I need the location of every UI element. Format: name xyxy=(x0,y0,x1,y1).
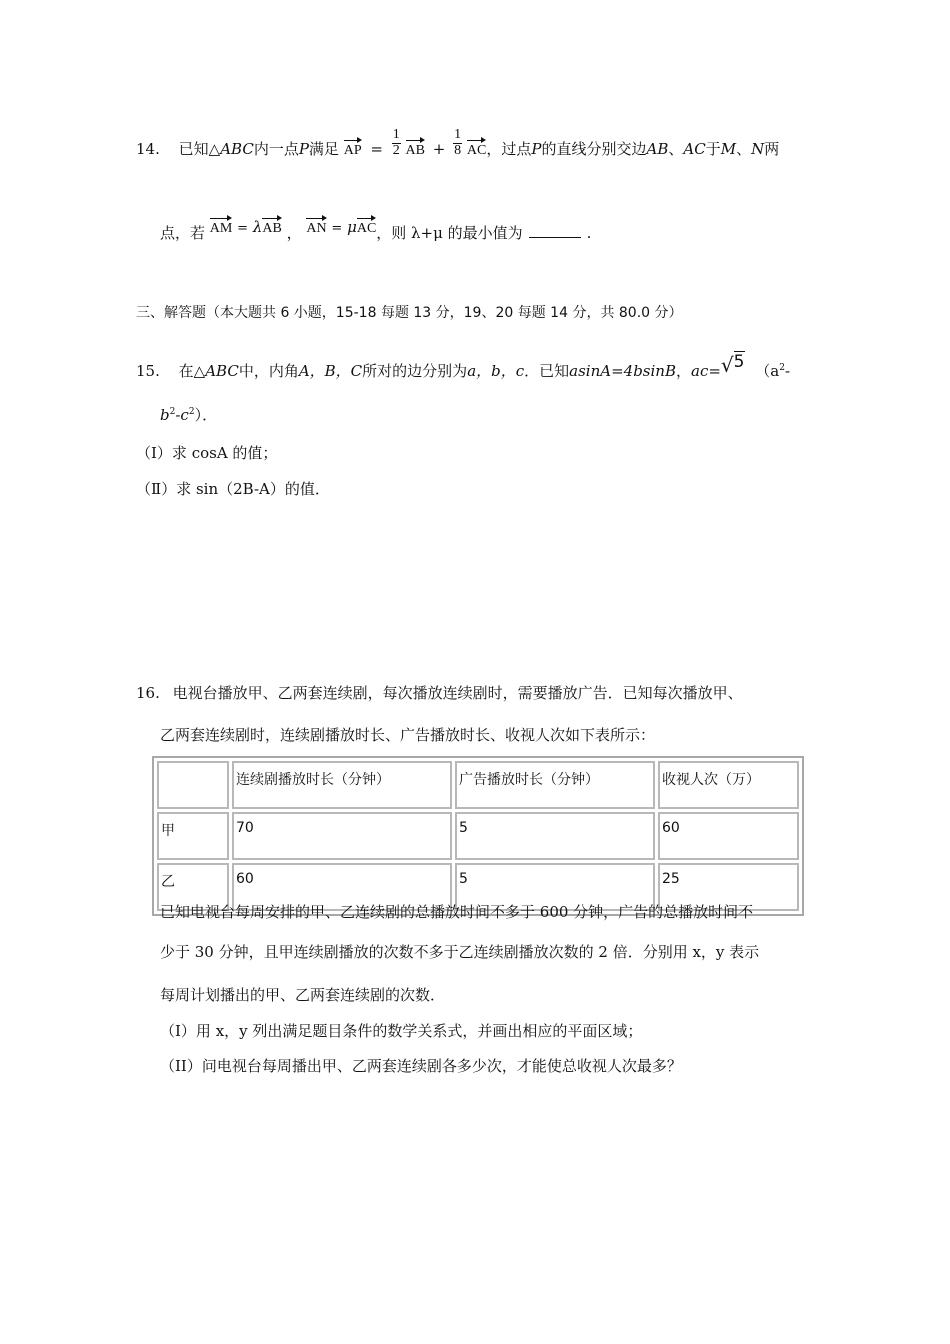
q15-line2 xyxy=(160,408,217,423)
q14-sep: 、 xyxy=(668,140,684,158)
vector-ab: AB xyxy=(406,140,425,158)
q14-text-b: 内一点 xyxy=(253,140,299,158)
table-cell: 甲 xyxy=(157,812,229,860)
q14-m: M xyxy=(720,140,737,158)
q16-line4: 少于 30 分钟，且甲连续剧播放的次数不多于乙连续剧播放次数的 2 倍．分别用 x，y 表示 xyxy=(160,943,760,961)
q15-c: 所对的边分别为 xyxy=(362,362,468,380)
table-cell: 70 xyxy=(232,812,452,860)
q16-text-1: 电视台播放甲、乙两套连续剧，每次播放连续剧时，需要播放广告．已知每次播放甲、 xyxy=(172,684,743,702)
fraction-half-den: 2 xyxy=(392,142,400,158)
section-heading: 三、解答题（本大题共 6 小题，15-18 每题 13 分，19、20 每题 14 分，共 80.0 分） xyxy=(136,305,683,321)
vector-an: AN xyxy=(306,218,326,236)
q15-sup-a: 2 xyxy=(779,363,785,373)
q15-number: 15. xyxy=(136,362,160,380)
q14-text-a: 已知△ xyxy=(178,140,221,158)
sqrt-symbol: √ xyxy=(720,353,734,377)
q14-text-g: 两 xyxy=(764,140,780,158)
sqrt-radicand: 5 xyxy=(733,352,745,372)
q14-eq3: = xyxy=(331,221,343,236)
q14-p: P xyxy=(298,140,309,158)
q15-g: - xyxy=(784,362,791,380)
q14-line2-end: . xyxy=(586,224,592,242)
q16-line1 xyxy=(136,686,743,701)
q14-lambda: λ xyxy=(252,218,263,236)
q14-line2-a: 点，若 xyxy=(160,224,206,242)
table-header-cell: 连续剧播放时长（分钟） xyxy=(232,761,452,809)
q16-number: 16. xyxy=(136,684,160,702)
q15-sup-b: 2 xyxy=(169,407,176,417)
fraction-half-num: 1 xyxy=(392,126,400,142)
vector-ap: AP xyxy=(344,140,362,158)
q16-line2: 乙两套连续剧时，连续剧播放时长、广告播放时长、收视人次如下表所示： xyxy=(160,726,656,744)
table-cell: 60 xyxy=(658,812,799,860)
q15-sup-c: 2 xyxy=(188,407,195,417)
vector-am: AM xyxy=(210,218,233,236)
table-header-row xyxy=(157,761,799,809)
table-cell: 乙 xyxy=(157,863,229,911)
table-cell: 25 xyxy=(658,863,799,911)
q14-p2: P xyxy=(531,140,542,158)
q16-line3: 已知电视台每周安排的甲、乙连续剧的总播放时间不多于 600 分钟，广告的总播放时间不 xyxy=(160,903,754,921)
q14-eq: = xyxy=(370,140,383,158)
vector-ac: AC xyxy=(467,140,486,158)
q14-line2-b: ，则 λ+μ 的最小值为 xyxy=(376,224,523,242)
table-row xyxy=(157,812,799,860)
q15-part2: （Ⅱ）求 sin（2B-A）的值． xyxy=(136,480,330,498)
broadcast-table xyxy=(152,756,804,916)
q15-e: ， xyxy=(675,362,691,380)
q16-line5: 每周计划播出的甲、乙两套连续剧的次数． xyxy=(160,986,446,1004)
table-header-cell xyxy=(157,761,229,809)
table-header-cell: 广告播放时长（分钟） xyxy=(455,761,655,809)
table-cell: 5 xyxy=(455,812,655,860)
q15-line1 xyxy=(136,354,790,379)
q14-mu: μ xyxy=(347,218,357,236)
q15-f: （a xyxy=(755,362,780,380)
fraction-eighth xyxy=(453,128,462,158)
q14-text-d: ，过点 xyxy=(486,140,532,158)
table-cell: 5 xyxy=(455,863,655,911)
q14-plus: + xyxy=(432,140,446,158)
q14-eq2: = xyxy=(237,221,249,236)
vector-ac2: AC xyxy=(357,218,376,236)
q15-close: ）． xyxy=(194,406,218,424)
answer-blank[interactable] xyxy=(529,237,581,238)
q14-comma: ， xyxy=(286,224,302,242)
q15-abc-list: A，B，C xyxy=(298,362,363,380)
fraction-eighth-den: 8 xyxy=(454,142,462,158)
fraction-eighth-num: 1 xyxy=(454,126,462,142)
q14-text-e: 的直线分别交边 xyxy=(541,140,647,158)
table-header-cell: 收视人次（万） xyxy=(658,761,799,809)
q14-ab: AB xyxy=(646,140,669,158)
q14-abc: ABC xyxy=(220,140,254,158)
q15-b: 中，内角 xyxy=(238,362,299,380)
q14-text-f: 于 xyxy=(705,140,721,158)
q16-part2: （II）问电视台每周播出甲、乙两套连续剧各多少次，才能使总收视人次最多？ xyxy=(160,1057,682,1075)
q14-sep2: 、 xyxy=(736,140,752,158)
q15-part1: （Ⅰ）求 cosA 的值； xyxy=(136,444,278,462)
q14-text-c: 满足 xyxy=(308,140,339,158)
q15-cond1: asinA=4bsinB xyxy=(569,362,676,380)
q14-ac: AC xyxy=(683,140,706,158)
q14-line2 xyxy=(160,218,591,241)
q14-n: N xyxy=(751,140,765,158)
fraction-half xyxy=(392,128,401,158)
q15-cond2: ac= xyxy=(691,362,721,380)
q15-b-var: b xyxy=(160,406,170,424)
q14-number: 14. xyxy=(136,140,160,158)
q15-c-var: -c xyxy=(175,406,189,424)
q15-sides: a，b，c xyxy=(467,362,525,380)
q15-abc: ABC xyxy=(205,362,239,380)
q15-a: 在△ xyxy=(178,362,206,380)
vector-ab2: AB xyxy=(262,218,281,236)
table-cell: 60 xyxy=(232,863,452,911)
q15-d: ．已知 xyxy=(524,362,570,380)
q16-part1: （I）用 x，y 列出满足题目条件的数学关系式，并画出相应的平面区域； xyxy=(160,1022,643,1040)
q14-line1 xyxy=(136,126,780,158)
